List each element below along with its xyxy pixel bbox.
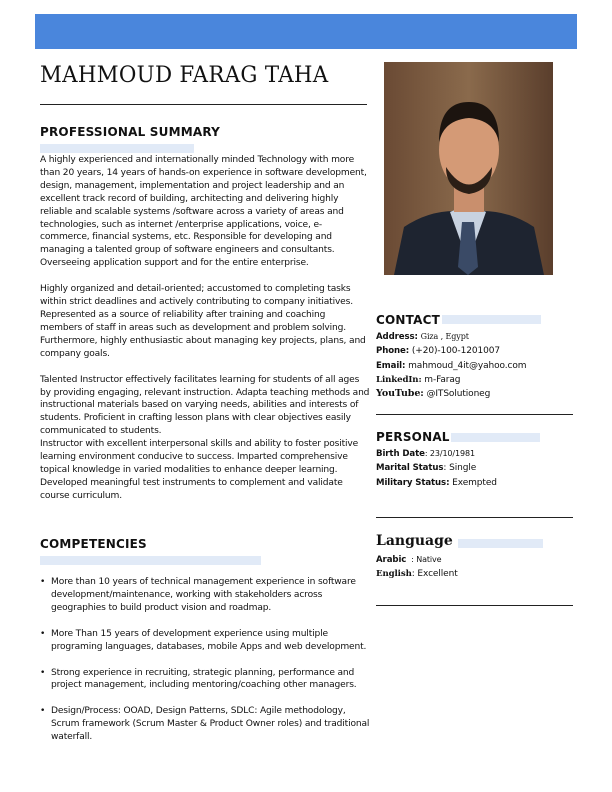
arabic-label: Arabic <box>376 555 407 565</box>
arabic-value: : Native <box>406 555 442 564</box>
birth-label: Birth Date <box>376 449 425 459</box>
english-label: English <box>376 569 412 580</box>
competencies-list <box>40 576 370 757</box>
list-item: • More than 10 years of technical management experience in software development/maintenance, working with stakeholders across geographies to build product vision and roadmap. <box>40 576 370 615</box>
marital-label: Marital Status <box>376 463 444 474</box>
summary-heading: PROFESSIONAL SUMMARY <box>40 125 221 139</box>
divider <box>376 517 573 518</box>
address-value: Giza , Egypt <box>420 332 469 341</box>
list-item: • Design/Process: OOAD, Design Patterns, SDLC: Agile methodology, Scrum framework (Scrum Master & Product Owner roles) and traditional waterfall. <box>40 705 370 744</box>
heading-highlight <box>40 144 194 153</box>
marital-value: : Single <box>443 463 477 474</box>
summary-paragraph: A highly experienced and internationally minded Technology with more than 20 years, 14 years of hands-on experience in software development, design, management, implementation and project leadership and an excellent track record of building, architecting and delivering highly reliable and scalable systems /software across a variety of areas and technologies, such as internet /enterprise applications, voice, e-commerce, financial systems, etc. Responsible for developing and managing a talented group of software engineers and consultants. Overseeing application support and for the entire enterprise. <box>40 155 367 269</box>
heading-highlight <box>451 433 540 442</box>
summary-paragraph: Instructor with excellent interpersonal skills and ability to foster positive learning environment conducive to success. Imparted comprehensive topical knowledge in varied modalities to enhance deeper learning. Developed meaningful test instruments to complement and validate course curriculum. <box>40 439 359 501</box>
heading-highlight <box>458 539 543 548</box>
summary-paragraph: Talented Instructor effectively facilitates learning for students of all ages by providing engaging, relevant instruction. Adapta teaching methods and instructional materials based on varying needs, abilities and interests of students. Proficient in crafting lesson plans with clear objectives easily communicated to students. <box>40 374 370 437</box>
heading-highlight <box>442 315 541 324</box>
military-label: Military Status: <box>376 477 450 488</box>
list-item: • More Than 15 years of development experience using multiple programing languages, databases, mobile Apps and web development. <box>40 628 370 654</box>
military-value: Exempted <box>452 477 497 488</box>
profile-photo <box>384 62 553 275</box>
summary-paragraph: Highly organized and detail-oriented; accustomed to completing tasks within strict deadlines and actively contributing to company initiatives. Represented as a source of reliability after training and coaching members of staff in areas such as development and problem solving. Furthermore, highly enthusiastic about managing key projects, plans, and company goals. <box>40 284 366 359</box>
linkedin-link[interactable]: m-Farag <box>424 374 461 385</box>
youtube-link[interactable]: @ITSolutioneg <box>426 389 491 400</box>
email-label: Email: <box>376 360 406 371</box>
birth-value: : 23/10/1981 <box>424 449 475 458</box>
language-heading: Language <box>376 533 453 549</box>
header-bar <box>35 14 577 49</box>
list-item: • Strong experience in recruiting, strategic planning, performance and project management, including mentoring/coaching other managers. <box>40 667 370 693</box>
candidate-name: MAHMOUD FARAG TAHA <box>40 63 329 88</box>
address-label: Address: <box>376 332 418 342</box>
youtube-label: YouTube: <box>376 388 424 400</box>
divider <box>40 104 367 105</box>
contact-info <box>376 330 526 401</box>
summary-text <box>40 154 370 516</box>
phone-label: Phone: <box>376 346 410 357</box>
competencies-heading: COMPETENCIES <box>40 537 147 551</box>
contact-heading: CONTACT <box>376 313 440 327</box>
language-info <box>376 553 458 582</box>
personal-info <box>376 447 497 490</box>
phone-value: (+20)-100-1201007 <box>411 346 500 357</box>
email-link[interactable]: mahmoud_4it@yahoo.com <box>408 360 527 371</box>
divider <box>376 414 573 415</box>
english-value: : Excellent <box>411 569 458 580</box>
divider <box>376 605 573 606</box>
personal-heading: PERSONAL <box>376 430 450 444</box>
linkedin-label: LinkedIn: <box>376 374 422 385</box>
heading-highlight <box>40 556 261 565</box>
